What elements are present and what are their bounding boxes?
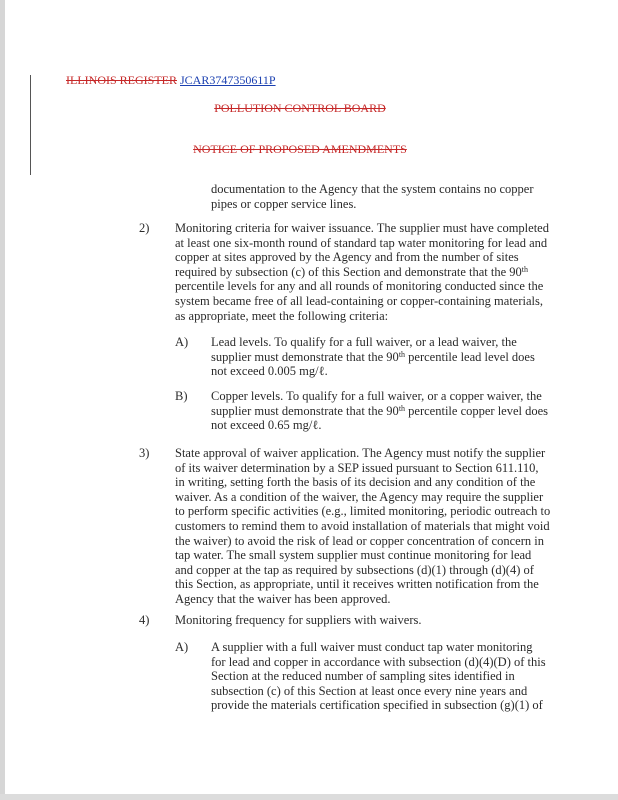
continuation-paragraph: documentation to the Agency that the system contains no copper pipes or copper service lines. [211,182,534,211]
text-part: percentile levels for any and all rounds of monitoring conducted since the system became free of all lead-containing or copper-containing materials, as appropriate, meet the following criteria: [175,279,544,323]
item-number: 3) [139,446,150,460]
text-part: percentile lead level does not exceed 0.005 mg/ℓ. [211,349,535,379]
item-text-full-waiver: A supplier with a full waiver must conduct tap water monitoring for lead and copper in accordance with subsection (d)(4)(D) of this Section at the reduced number of sampling sites identified in subsection (c) of this Section at least once every nine years and provide the materials certification specified in subsection (g)(1) of [211,640,546,713]
scan-edge-bottom [0,794,618,800]
text-part: percentile copper level does not exceed 0.65 mg/ℓ. [211,403,549,433]
text-part: Lead levels. To qualify for a full waiver, or a lead waiver, the supplier must demonstrate that the 90 [211,335,517,364]
board-header [0,101,600,116]
superscript: th [398,403,406,413]
board-text: POLLUTION CONTROL BOARD [214,101,386,115]
revision-margin-bar [30,75,31,175]
notice-header [0,142,600,157]
item-text-monitoring-frequency: Monitoring frequency for suppliers with waivers. [175,613,422,627]
superscript: th [521,264,529,274]
item-number: B) [175,389,188,403]
item-text-state-approval: State approval of waiver application. The Agency must notify the supplier of its waiver determination by a SEP issued pursuant to Section 611.110, in writing, setting forth the basis of its decision and any condition of the waiver. As a condition of the waiver, the Agency may require the supplier to perform specific activities (e.g., limited monitoring, periodic outreach to customers to remind them to avoid installation of materials that might void the waiver) to avoid the risk of lead or copper concentration of concern in tap water. The small system supplier must continue monitoring for lead and copper at the tap as required by subsections (d)(1) through (d)(4) of this Section, as appropriate, until it receives written notification from the Agency that the waiver has been approved. [175,446,551,606]
scan-edge-left [0,0,5,800]
item-text-lead-levels [211,335,551,379]
item-number: A) [175,640,189,654]
item-number: 4) [139,613,150,627]
item-text-copper-levels [211,389,556,433]
superscript: th [398,349,406,359]
item-number: A) [175,335,189,349]
notice-text: NOTICE OF PROPOSED AMENDMENTS [193,142,407,156]
register-inserted-text: JCAR3747350611P [180,73,276,87]
register-header [66,73,276,88]
text-part: Monitoring criteria for waiver issuance. The supplier must have completed at least one six-month round of standard tap water monitoring for lead and copper at sites approved by the Agency and from the number of sites required by subsection (c) of this Section and demonstrate that the 90 [175,221,549,279]
text-part: Copper levels. To qualify for a full waiver, or a copper waiver, the supplier must demonstrate that the 90 [211,389,542,418]
item-number: 2) [139,221,150,235]
item-text-monitoring-criteria [175,221,553,323]
register-struck-text: ILLINOIS REGISTER [66,73,177,87]
